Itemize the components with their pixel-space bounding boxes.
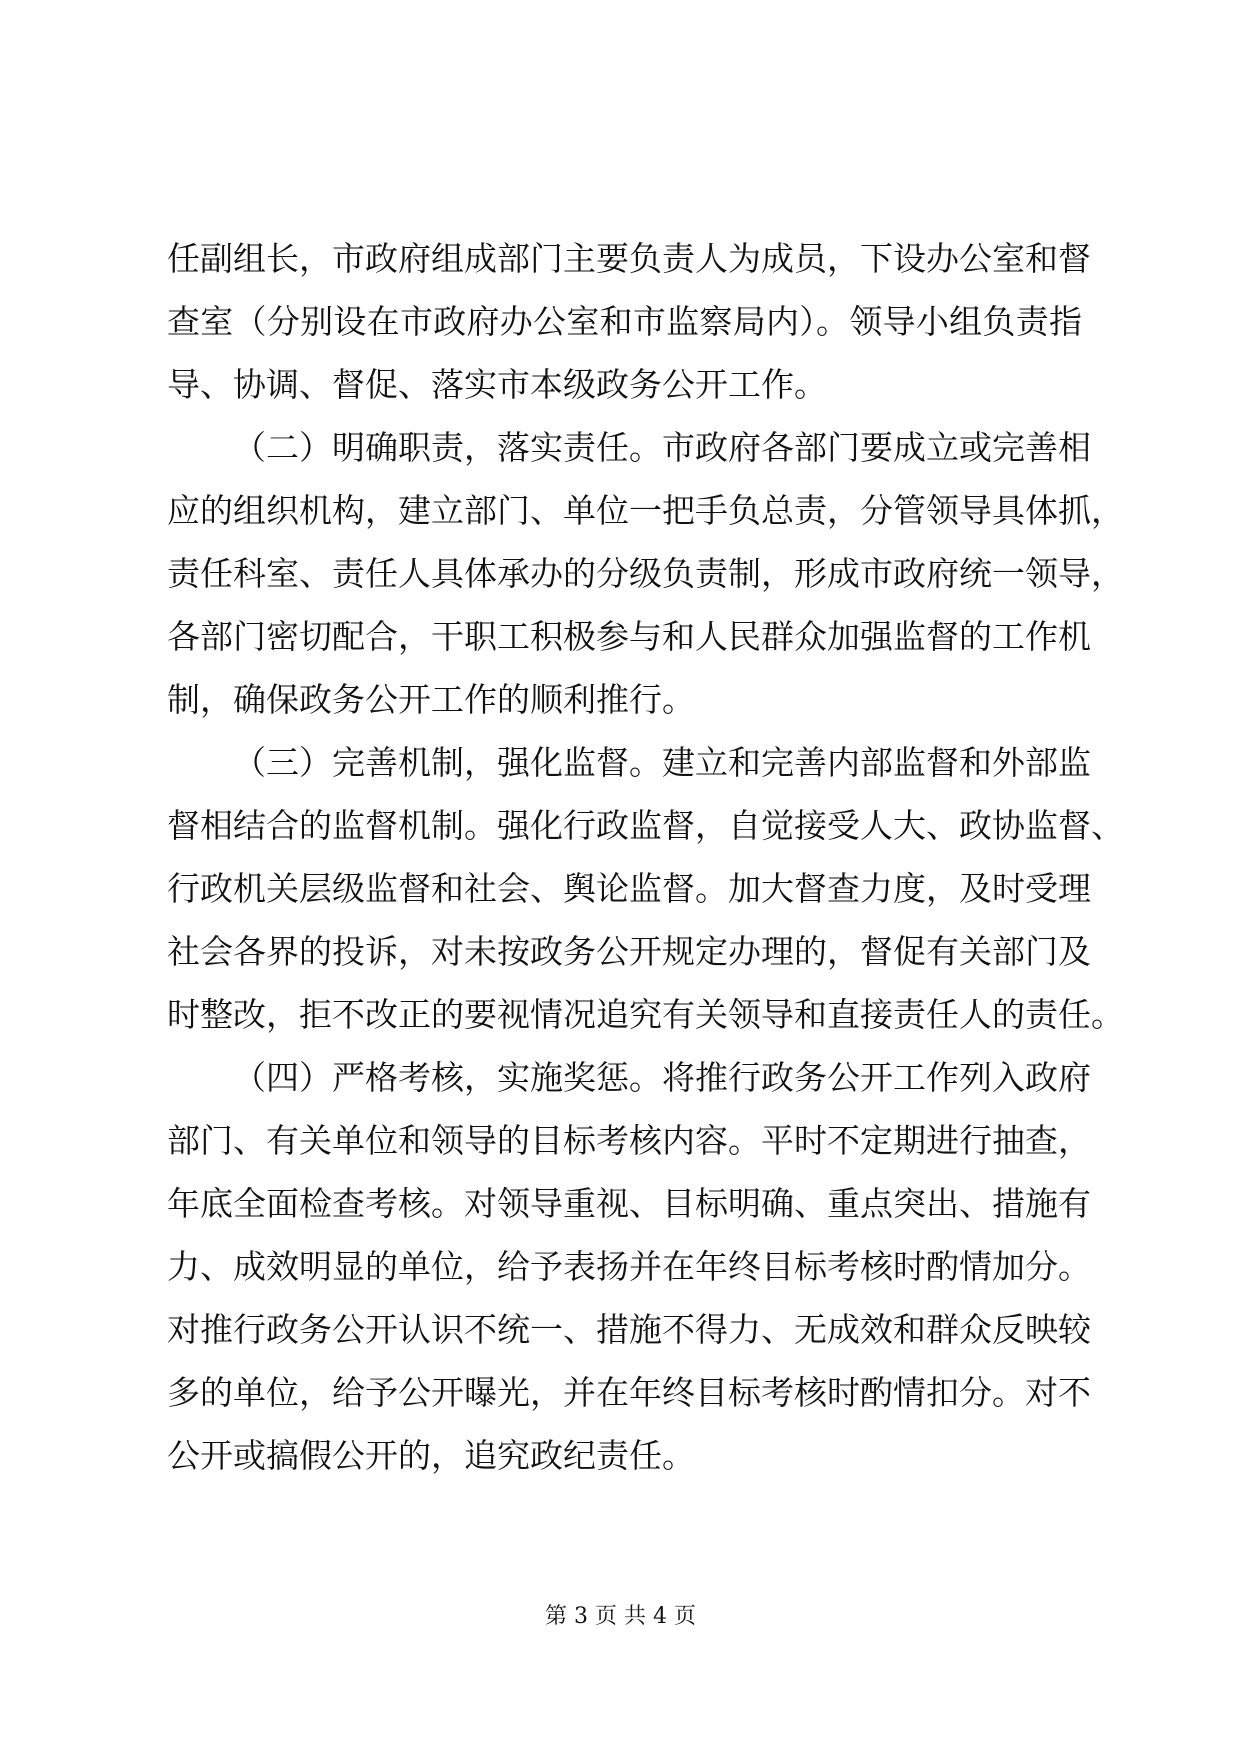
text-line: 时整改，拒不改正的要视情况追究有关领导和直接责任人的责任。 [167, 995, 1124, 1034]
document-body [167, 227, 1124, 1487]
text-line: （四）严格考核，实施奖惩。将推行政务公开工作列入政府 [233, 1058, 1091, 1097]
text-line: 导、协调、督促、落实市本级政务公开工作。 [167, 365, 827, 404]
text-line: （二）明确职责，落实责任。市政府各部门要成立或完善相 [233, 428, 1091, 467]
text-line: 各部门密切配合，干职工积极参与和人民群众加强监督的工作机 [167, 617, 1091, 656]
text-line: 年底全面检查考核。对领导重视、目标明确、重点突出、措施有 [167, 1184, 1091, 1223]
text-line: 社会各界的投诉，对未按政务公开规定办理的，督促有关部门及 [167, 932, 1091, 971]
text-line: 力、成效明显的单位，给予表扬并在年终目标考核时酌情加分。 [167, 1247, 1091, 1286]
text-line: 部门、有关单位和领导的目标考核内容。平时不定期进行抽查， [167, 1121, 1091, 1160]
text-line: 多的单位，给予公开曝光，并在年终目标考核时酌情扣分。对不 [167, 1373, 1091, 1412]
text-line: 责任科室、责任人具体承办的分级负责制，形成市政府统一领导， [167, 554, 1124, 593]
text-line: 查室（分别设在市政府办公室和市监察局内）。领导小组负责指 [167, 302, 1082, 341]
text-line: 督相结合的监督机制。强化行政监督，自觉接受人大、政协监督、 [167, 806, 1124, 845]
text-line: （三）完善机制，强化监督。建立和完善内部监督和外部监 [233, 743, 1091, 782]
text-line: 任副组长，市政府组成部门主要负责人为成员，下设办公室和督 [167, 239, 1091, 278]
text-line: 制，确保政务公开工作的顺利推行。 [167, 680, 695, 719]
text-line: 对推行政务公开认识不统一、措施不得力、无成效和群众反映较 [167, 1310, 1091, 1349]
text-line: 行政机关层级监督和社会、舆论监督。加大督查力度，及时受理 [167, 869, 1091, 908]
page-footer: 第 3 页 共 4 页 [545, 1604, 696, 1629]
text-line: 应的组织机构，建立部门、单位一把手负总责，分管领导具体抓， [167, 491, 1124, 530]
text-line: 公开或搞假公开的，追究政纪责任。 [167, 1436, 695, 1475]
